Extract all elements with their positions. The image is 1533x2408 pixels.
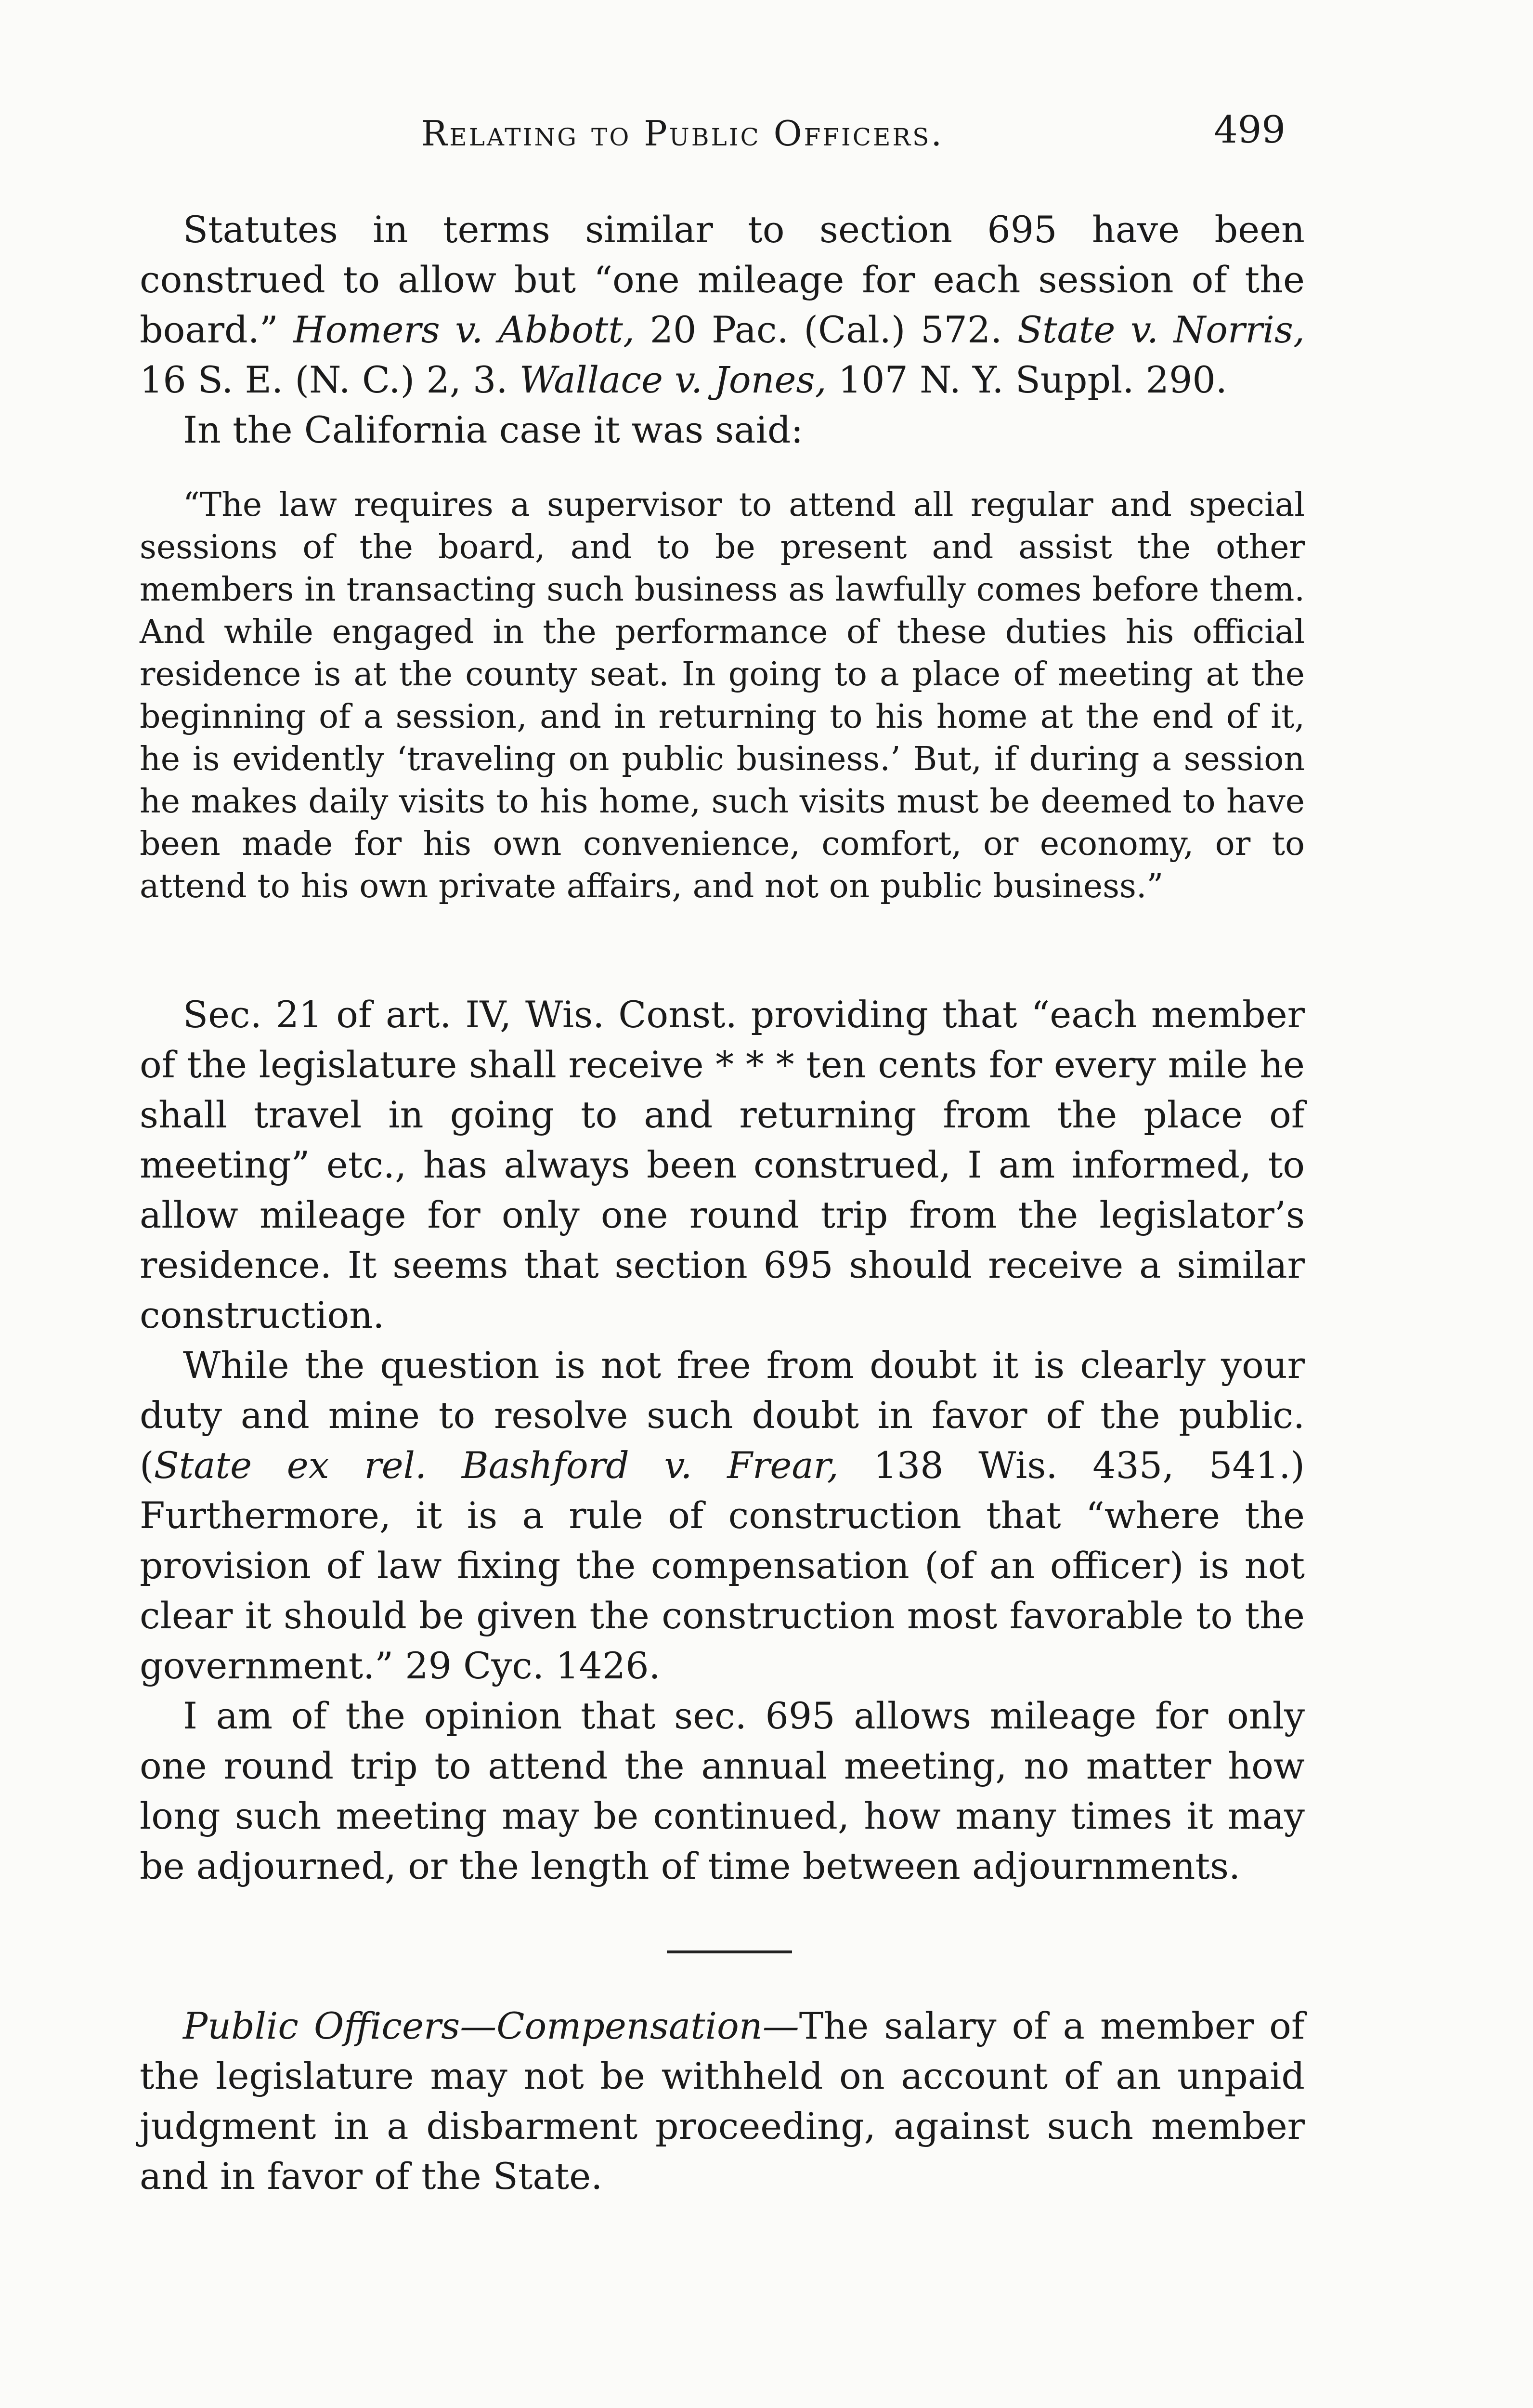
paragraph-constitution: Sec. 21 of art. IV, Wis. Const. providing that “each member of the legislature shall receive * * * ten cents for every mile he shall travel in going to and returning from the place of meeting” etc., has always been construed, I am informed, to allow mileage for only one round trip from the legislator’s residence. It seems that section 695 should receive a similar construction. (140, 993, 1305, 1336)
page-header (140, 108, 1305, 166)
paragraph-doubt (140, 1340, 1305, 1691)
syllabus (140, 2001, 1305, 2201)
case-citation: State ex rel. Bashford v. Frear, (154, 1444, 839, 1487)
case-citation: Homers v. Abbott, (293, 308, 635, 351)
case-citation: Wallace v. Jones, (519, 358, 827, 401)
paragraph-text: While the question is not free from doubt it is clearly your duty and mine to resolve such doubt in favor of the public. ( (140, 1344, 1305, 1487)
paragraph-text: Statutes in terms similar to section 695 have been construed to allow but “one mileage for each session of the board.” (140, 208, 1305, 351)
block-quote (140, 484, 1305, 908)
paragraph-california-intro: In the California case it was said: (183, 408, 804, 451)
syllabus-paragraph (140, 2001, 1305, 2201)
paragraph-text: 138 Wis. 435, 541.) Furthermore, it is a rule of construction that “where the provision of law fixing the compensation (of an officer) is not clear it should be given the construction most favorable to the government.” 29 Cyc. 1426. (140, 1444, 1305, 1687)
citation-text: 20 Pac. (Cal.) 572. (635, 308, 1017, 351)
citation-text: 16 S. E. (N. C.) 2, 3. (140, 358, 520, 401)
case-citation: State v. Norris, (1017, 308, 1305, 351)
page-number: 499 (1214, 108, 1286, 152)
syllabus-heading: Public Officers—Compensation— (183, 2004, 799, 2047)
paragraph-conclusion: I am of the opinion that sec. 695 allows mileage for only one round trip to attend the annual meeting, no matter how long such meeting may be continued, how many times it may be adjourned, or the length of time between adjournments. (140, 1694, 1305, 1887)
opinion-body-continued (140, 990, 1305, 1891)
paragraph-statutes (140, 205, 1305, 405)
section-divider (667, 1950, 792, 1953)
citation-text: 107 N. Y. Suppl. 290. (826, 358, 1227, 401)
quoted-opinion: “The law requires a supervisor to attend all regular and special sessions of the board, and to be present and assist the other members in transacting such business as lawfully comes before them. And while engaged in the performance of these duties his official residence is at the county seat. In going to a place of meeting at the beginning of a session, and in returning to his home at the end of it, he is evidently ‘traveling on public business.’ But, if during a session he makes daily visits to his home, such visits must be deemed to have been made for his own convenience, comfort, or economy, or to attend to his own private affairs, and not on public business.” (140, 486, 1305, 905)
syllabus-text: The salary of a member of the legislature may not be withheld on account of an unpaid judgment in a disbarment proceeding, against such member and in favor of the State. (140, 2004, 1305, 2198)
opinion-body (140, 205, 1305, 455)
running-head: Relating to Public Officers. (421, 113, 944, 154)
